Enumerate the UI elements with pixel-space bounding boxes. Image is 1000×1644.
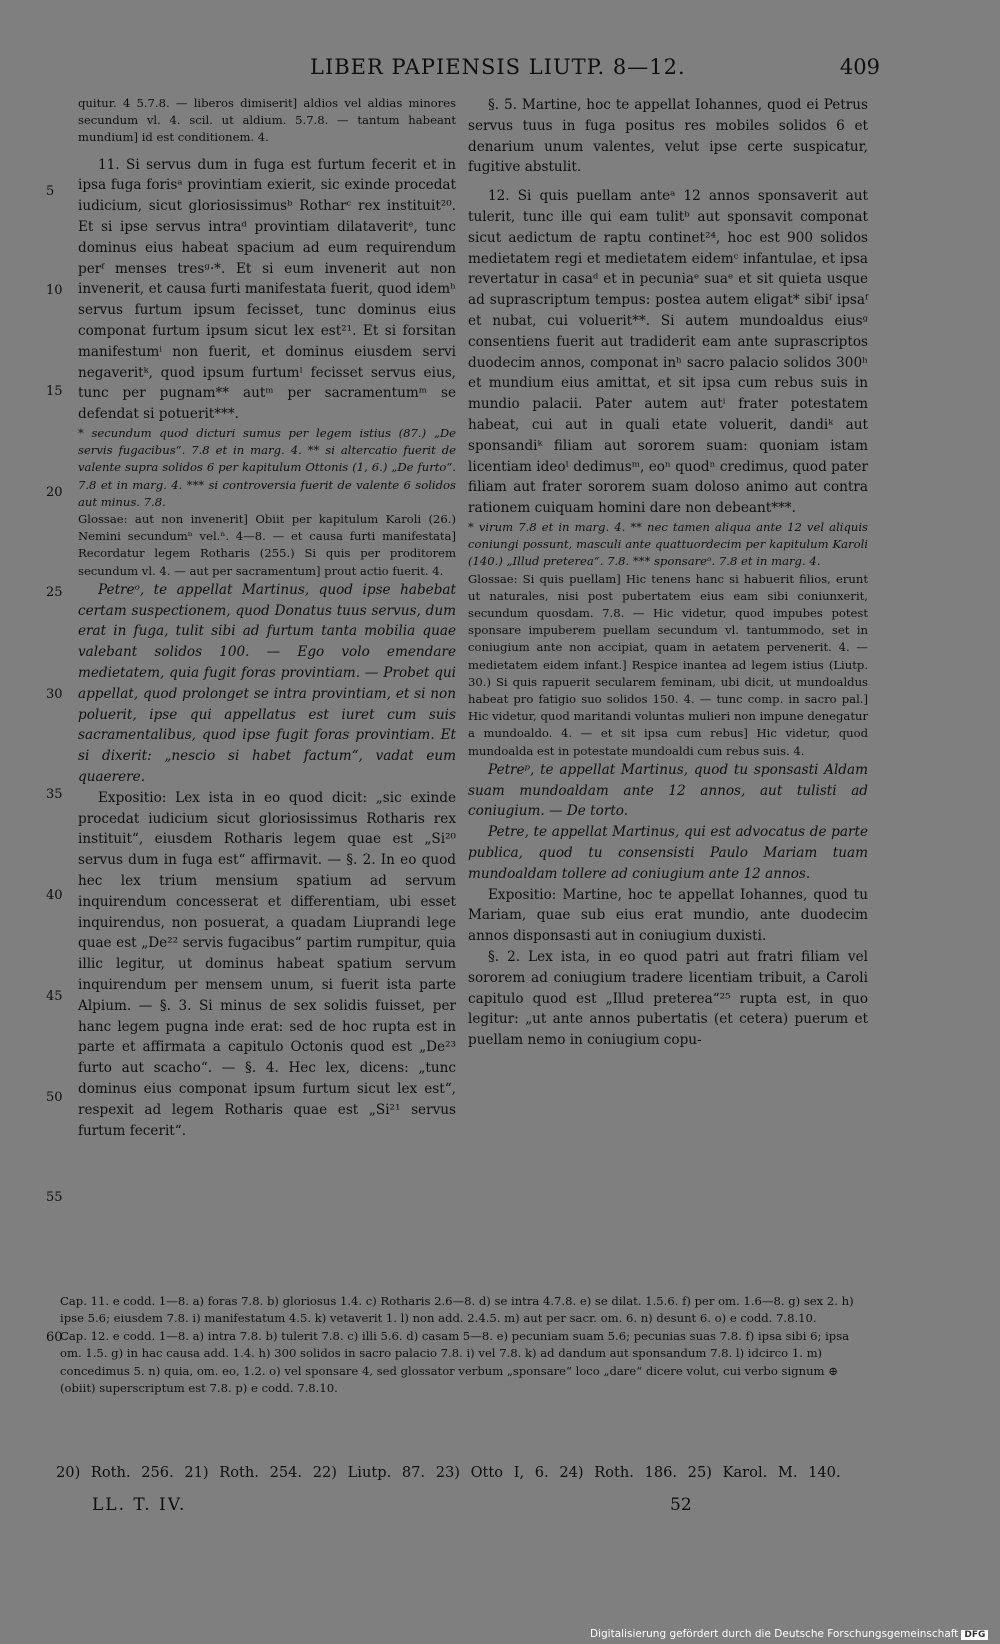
expositio: Expositio: Martine, hoc te appellat Iohannes, quod tu Mariam, quae sub eius erat mundio, ante duodecim annos disponsasti aut in coniugium duxisti. [468, 886, 868, 945]
spacer [78, 147, 456, 155]
line-number: 50 [46, 1090, 63, 1105]
digitization-notice [590, 1628, 988, 1640]
critical-apparatus [60, 1293, 868, 1397]
line-number: 20 [46, 485, 63, 500]
running-title: LIBER PAPIENSIS LIUTP. 8—12. [310, 55, 686, 79]
volume-label: LL. T. IV. [92, 1495, 187, 1515]
expositio-paragraph-2: §. 2. Lex ista, in eo quod patri aut fratri filiam vel sororem ad coniugium tradere licentiam tribuit, a Caroli capitulo quod est „Illud preterea“²⁵ rupta est, in quo legitur: „ut ante annos pubertatis (et cetera) puerum et puellam nemo in coniugium copu- [468, 948, 868, 1049]
spacer [468, 178, 868, 186]
law-chapter-11: 11. Si servus dum in fuga est furtum fecerit et in ipsa fuga forisᵃ provintiam exierit, sic exinde procedat iudicium, sicut gloriosissimusᵇ Rotharᶜ rex instituit²⁰. Et si ipse servus intraᵈ provintiam dilataveritᵉ, tunc dominus eius habeat spacium ad eum requirendum perᶠ menses tresᵍ·*. Et si eum invenerit aut non invenerit, et causa furti manifestata fuerit, quod idemʰ servus furtum ipsum fecisset, tunc dominus eius componat furtum ipsum sicut lex est²¹. Et si forsitan manifestumⁱ non fuerit, et dominus eiusdem servi negaveritᵏ, quod ipsum furtumˡ fecisset servus eius, tunc per pugnam** autᵐ per sacramentumᵐ se defendat si potuerit***. [78, 156, 456, 423]
marginal-notes: * secundum quod dicturi sumus per legem istius (87.) „De servis fugacibus“. 7.8 et in marg. 4. ** si altercatio fuerit de valente supra solidos 6 per kapitulum Ottonis (1, 6.) „De furto“. 7.8 et in marg. 4. *** si controversia fuerit de valente 6 solidos aut minus. 7.8. [78, 425, 456, 509]
formula-1: Petreᵖ, te appellat Martinus, quod tu sponsasti Aldam suam mundoaldam ante 12 annos, aut tulisti ad coniugium. — De torto. [468, 761, 868, 820]
dfg-logo: DFG [961, 1630, 988, 1640]
marginal-notes: * virum 7.8 et in marg. 4. ** nec tamen aliqua ante 12 vel aliquis coniungi possunt, masculi ante quattuordecim per kapitulum Karoli (140.) „Illud preterea“. 7.8. *** sponsareᵒ. 7.8 et in marg. 4. [468, 519, 868, 569]
formula: Petreᵒ, te appellat Martinus, quod ipse habebat certam suspectionem, quod Donatus tuus servus, dum erat in fuga, tulit sibi ad furtum tanta mobilia quae valebant solidos 100. — Ego volo emendare medietatem, quia fugit foras provintiam. — Probet qui appellat, quod prolonget se intra provintiam, et si non poluerit, ipse qui appellatus est iuret cum suis sacramentalibus, quod ipse fugit foras provintiam. Et si dixerit: „nescio si habet factum“, vadat eum quaerere. [78, 581, 456, 785]
glossae: Glossae: Si quis puellam] Hic tenens hanc si habuerit filios, erunt ut naturales, nisi post pubertatem eius eam sibi coniunxerit, secundum quosdam. 7.8. — Hic videtur, quod impubes potest sponsare impuberem puellam secundum vl. tantummodo, set in coniugium ante non accipiat, quam in aetatem pervenerit. 4. — medietatem eidem infant.] Respice inantea ad legem istius (Liutp. 30.) Si quis rapuerit secularem feminam, ubi dicit, ut mundoaldus habeat pro fatigio suo solidos 150. 4. — tunc comp. in sacro pal.] Hic videtur, quod maritandi voluntas mulieri non impune denegatur a mundoaldo. 4. — et sit ipsa cum rebus] Hic videtur, quod mundoalda est in potestate mundoaldi cum rebus suis. 4. [468, 571, 868, 758]
line-number: 35 [46, 787, 63, 802]
page-number: 409 [839, 55, 880, 79]
gloss-continuation: quitur. 4 5.7.8. — liberos dimiserit] aldios vel aldias minores secundum vl. 4. scil. ut aldium. 5.7.8. — tantum habeant mundium] id est conditionem. 4. [78, 96, 456, 145]
line-number: 40 [46, 888, 63, 903]
right-column [468, 95, 868, 1051]
law-chapter-12: 12. Si quis puellam anteᵃ 12 annos sponsaverit aut tulerit, tunc ille qui eam tulitᵇ aut sponsavit componat sicut aedictum de raptu continet²⁴, hoc est 900 solidos medietatem regi et medietatem eidemᶜ infantulae, et ipsa revertatur in casaᵈ et in pecuniaᵉ suaᵉ et sit quieta usque ad suprascriptum tempus: postea autem eligat* sibiᶠ ipsaᶠ et nubat, cui voluerit**. Si autem mundoaldus eiusᵍ consentiens fuerit aut tradiderit eam ante suprascriptos duodecim annos, componat inʰ sacro palacio solidos 300ʰ et mundium eius amittat, et sit ipsa cum rebus suis in mundio palacii. Pater autem autⁱ frater potestatem habeat, cui aut in quali etate voluerit, dandiᵏ aut sponsandiᵏ filiam aut sororem suam: quoniam istam licentiam ideoˡ dedimusᵐ, eoⁿ quodⁿ credimus, quod pater filiam aut frater sororem suam doloso animo aut contra rationem cuiquam homini dare non debeant***. [468, 188, 868, 517]
page-header [60, 55, 880, 85]
signature-mark: 52 [670, 1495, 692, 1515]
line-number: 25 [46, 585, 63, 600]
line-number: 45 [46, 989, 63, 1004]
expositio-paragraph-5: §. 5. Martine, hoc te appellat Iohannes, quod ei Petrus servus tuus in fuga positus res mobiles solidos 6 et denarium unum valentes, velut ipse certe suspicatur, fugitive abstulit. [468, 97, 868, 176]
source-references: 20) Roth. 256. 21) Roth. 254. 22) Liutp. 87. 23) Otto I, 6. 24) Roth. 186. 25) Karol. M. 140. [56, 1464, 841, 1481]
digitization-text: Digitalisierung gefördert durch die Deutsche Forschungsgemeinschaft [590, 1628, 959, 1640]
line-number: 55 [46, 1190, 63, 1205]
line-number: 15 [46, 384, 63, 399]
apparatus-cap-12: Cap. 12. e codd. 1—8. a) intra 7.8. b) tulerit 7.8. c) illi 5.6. d) casam 5—8. e) pecuniam suam 5.6; pecunias suas 7.8. f) ipsa sibi 6; ipsa om. 1.5. g) in hac causa add. 1.4. h) 300 solidos in sacro palacio 7.8. i) vel 7.8. k) ad dandum aut sponsandum 7.8. l) idcirco 1. m) concedimus 5. n) quia, om. eo, 1.2. o) vel sponsare 4, sed glossator verbum „sponsare“ loco „dare“ dicere volut, cui verbo signum ⊕ (obiit) superscriptum est 7.8. p) e codd. 7.8.10. [60, 1328, 850, 1396]
line-number: 60 [46, 1330, 63, 1345]
line-number: 5 [46, 184, 55, 199]
line-number: 10 [46, 283, 63, 298]
left-column [78, 95, 456, 1141]
line-number: 30 [46, 687, 63, 702]
expositio: Expositio: Lex ista in eo quod dicit: „sic exinde procedat iudicium sicut gloriosissimus Rotharis rex instituit“, eiusdem Rotharis legem quae est „Si²⁰ servus dum in fuga est“ affirmavit. — §. 2. In eo quod hec lex trium mensium spatium ad servum inquirendum concesserat et differentiam, ubi esset inquirendus, non posuerat, a quadam Liuprandi lege quae est „De²² servis fugacibus“ partim rumpitur, quia illic legitur, ut dominus habeat spatium servum inquirendum per mensem unum, si fuerit ista parte Alpium. — §. 3. Si minus de sex solidis fuisset, per hanc legem pugna inde erat: sed de hoc rupta est in parte et affirmata a capitulo Octonis quod est „De²³ furto aut scacho“. — §. 4. Hec lex, dicens: „tunc dominus eius componat ipsum furtum sicut lex est“, respexit ad legem Rotharis quae est „Si²¹ servus furtum fecerit“. [78, 789, 456, 1139]
formula-2: Petre, te appellat Martinus, qui est advocatus de parte publica, quod tu consensisti Paulo Mariam tuam mundoaldam tollere ad coniugium ante 12 annos. [468, 824, 868, 882]
apparatus-cap-11: Cap. 11. e codd. 1—8. a) foras 7.8. b) gloriosus 1.4. c) Rotharis 2.6—8. d) se intra 4.7.8. e) se dilat. 1.5.6. f) per om. 1.6—8. g) sex 2. h) ipse 5.6; eiusdem 7.8. i) manifestatum 4.5. k) vetaverit 1. l) non add. 2.4.5. m) aut per sacr. om. 6. n) desunt 6. o) e codd. 7.8.10. [60, 1294, 854, 1326]
glossae: Glossae: aut non invenerit] Obiit per kapitulum Karoli (26.) Nemini secundumⁿ vel.ⁿ. 4—8. — et causa furti manifestata] Recordatur legem Rotharis (255.) Si quis per proditorem secundum vl. 4. — aut per sacramentum] prout actio fuerit. 4. [78, 511, 456, 578]
